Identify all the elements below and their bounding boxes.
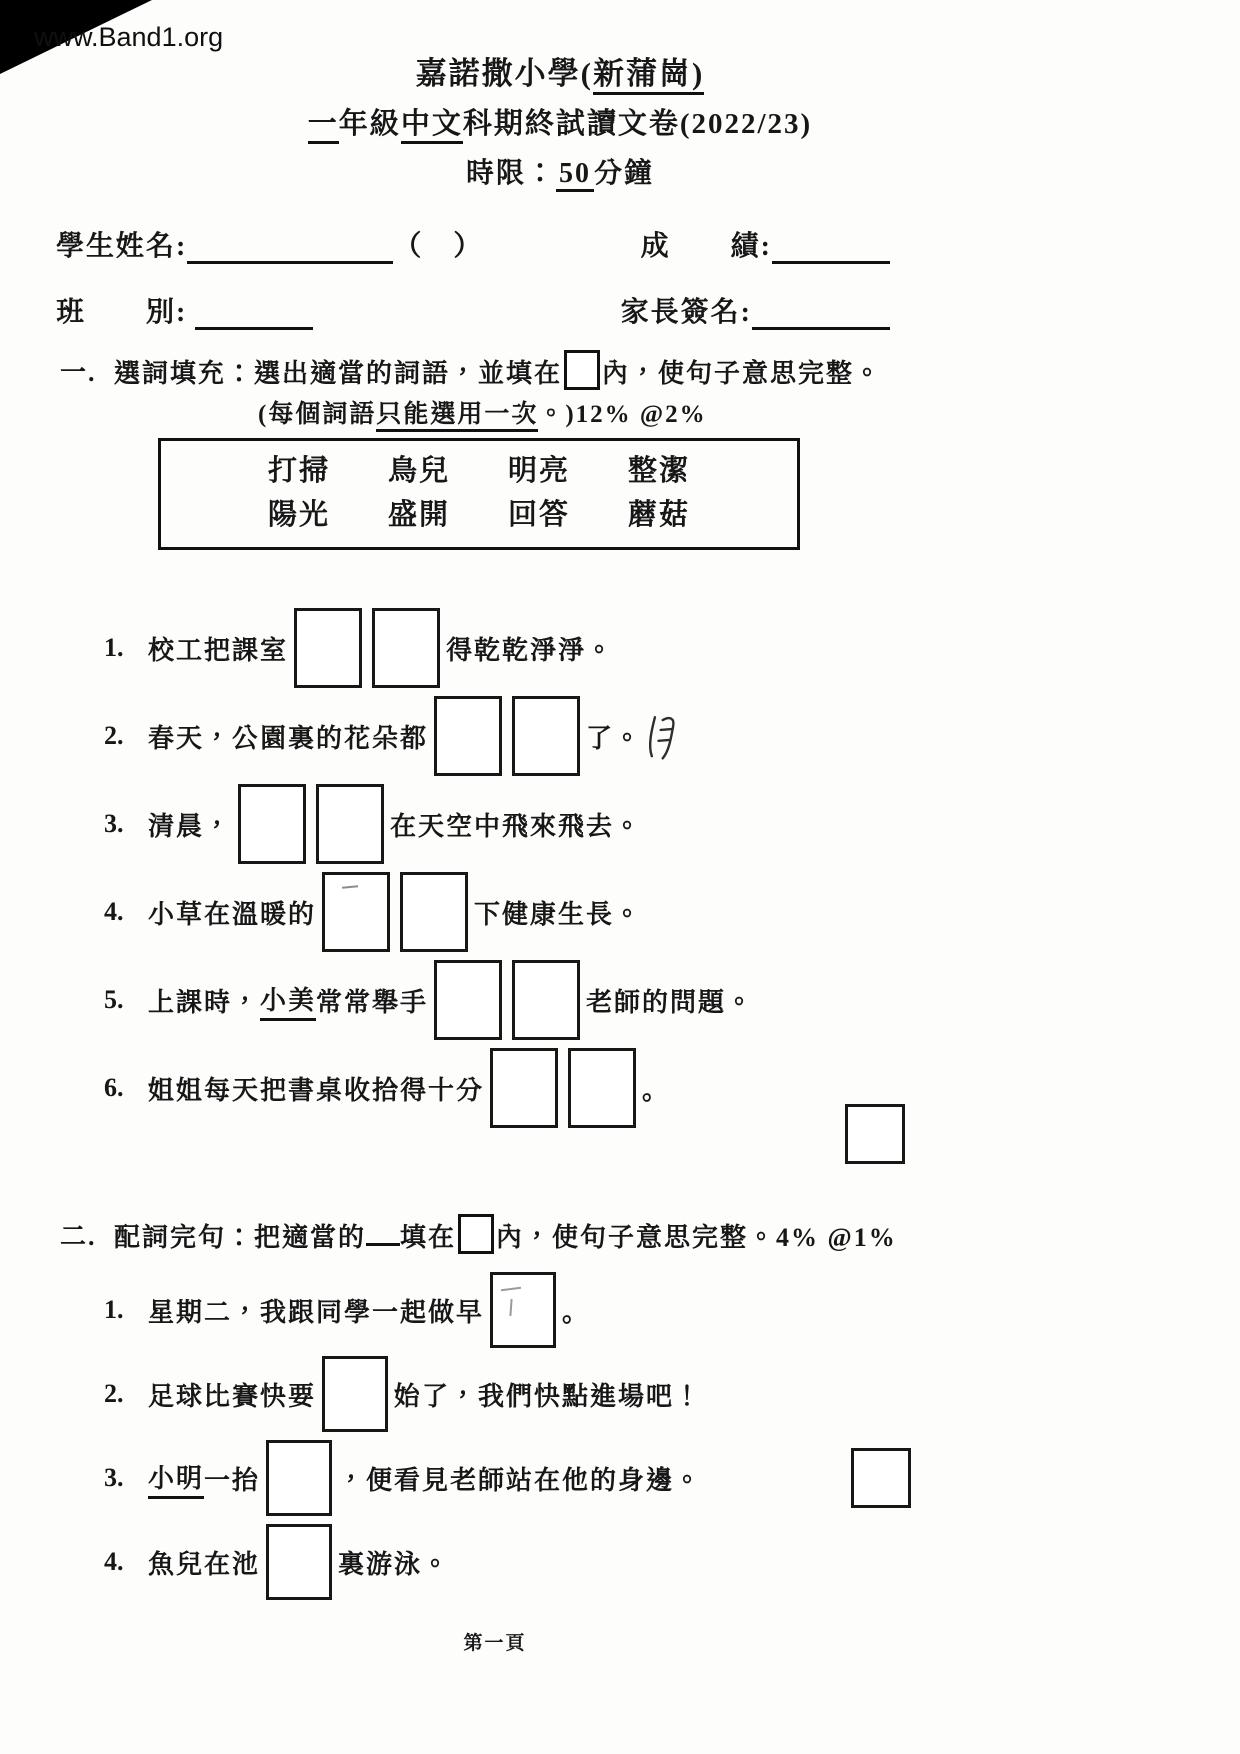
page-number: 第一頁 [463,1633,527,1654]
word-bank-item: 鳥兒 [387,455,450,487]
class-label: 班 別: [56,297,188,328]
section1-title [114,350,882,390]
note-post: 。)12% @2% [538,401,707,428]
section1-title-pre: 選詞填充：選出適當的詞語，並填在 [114,359,563,388]
section1-note [56,394,956,430]
inline-answer-square [458,1214,494,1254]
question-text: 一抬 [204,1465,261,1495]
question-number: 2. [104,721,124,750]
answer-box [266,1524,332,1600]
question-text: 。 [642,1075,671,1105]
s2-question-2 [56,1352,956,1436]
s1-question-2 [56,694,956,778]
question-text: 老師的問題。 [586,987,755,1017]
answer-box [400,872,468,952]
question-number: 3. [104,1463,124,1492]
question-number: 1. [104,633,124,662]
underlined-name: 小明 [148,1458,204,1499]
parent-sign-blank [752,293,890,330]
section1-number: 一. [60,357,97,387]
score-blank [772,227,890,264]
student-name-label: 學生姓名: [56,231,188,262]
time-suffix: 分鐘 [594,158,655,189]
word-bank-item: 陽光 [267,499,330,531]
time-limit [40,150,1080,198]
exam-title-rest: 科期終試讀文卷(2022/23) [462,108,813,140]
time-label: 時限： [465,158,556,189]
question-text: 校工把課室 [148,635,289,665]
answer-box [490,1272,556,1348]
s1-question-4 [56,870,956,954]
answer-box [372,608,440,688]
inline-answer-square [564,350,600,390]
note-pre: (每個詞語 [258,401,377,428]
s2-question-4 [56,1520,956,1604]
answer-box [512,960,580,1040]
question-text: 清晨， [148,811,233,841]
question-number: 5. [104,985,124,1014]
class-info-row [56,290,890,330]
class-number-paren: （ ） [393,231,484,262]
question-text: 在天空中飛來飛去。 [390,811,643,841]
question-number: 4. [104,897,124,926]
question-text: ，便看見老師站在他的身邊。 [338,1465,703,1495]
watermark-text: www.Band1.org [34,22,224,52]
question-text: 小草在溫暖的 [148,899,317,929]
question-text: 魚兒在池 [148,1549,261,1579]
answer-box [322,872,390,952]
answer-box [434,696,502,776]
answer-box [322,1356,388,1432]
short-blank [366,1221,400,1246]
student-info-row [56,224,890,264]
section2-title [114,1214,897,1254]
parent-sign-label: 家長簽名: [620,297,752,328]
school-name-plain: 嘉諾撒小學( [415,56,593,91]
question-number: 4. [104,1547,124,1576]
question-text: 星期二，我跟同學一起做早 [148,1297,485,1327]
answer-box [434,960,502,1040]
section2-title-b: 填在 [400,1223,457,1252]
question-text: 裏游泳。 [338,1549,451,1579]
s1-question-1 [56,606,956,690]
question-text: 得乾乾淨淨。 [446,635,615,665]
word-bank-item: 蘑菇 [628,499,691,531]
mark-box [845,1104,905,1164]
section2-title-c: 內，使句子意思完整。4% @1% [496,1223,897,1252]
section2-header [56,1214,956,1254]
question-text: 姐姐每天把書桌收拾得十分 [148,1075,485,1105]
subject-underlined: 中文 [401,108,463,144]
question-number: 3. [104,809,124,838]
s1-question-5 [56,958,956,1042]
question-text: 始了，我們快點進場吧！ [394,1381,703,1411]
word-bank-item: 明亮 [508,455,571,487]
s2-question-1 [56,1268,956,1352]
answer-box [316,784,384,864]
section2-title-a: 配詞完句：把適當的 [114,1223,367,1252]
word-bank-row1 [161,449,797,493]
question-text: 了。 [586,723,643,753]
school-branch-underlined: 新蒲崗) [593,56,704,95]
school-name [40,50,1080,98]
question-text: 下健康生長。 [474,899,643,929]
question-text: 足球比賽快要 [148,1381,317,1411]
question-number: 6. [104,1073,124,1102]
answer-box [266,1440,332,1516]
answer-box [568,1048,636,1128]
s1-question-3 [56,782,956,866]
time-value: 50 [556,158,594,192]
question-number: 2. [104,1379,124,1408]
student-name-blank [187,227,393,264]
question-text: 上課時， [148,987,261,1017]
question-text: 春天，公園裏的花朵都 [148,723,429,753]
question-text: 常常舉手 [316,987,429,1017]
page-content [56,224,956,1604]
s2-question-3 [56,1436,956,1520]
word-bank-item: 打掃 [267,455,330,487]
answer-box [238,784,306,864]
word-bank-item: 整潔 [628,455,691,487]
score-label: 成 績: [640,231,772,262]
section2-number: 二. [60,1221,97,1251]
underlined-name: 小美 [260,980,316,1021]
exam-title-mid: 年級 [338,108,401,140]
word-bank-item: 盛開 [387,499,450,531]
answer-box [490,1048,558,1128]
answer-box [512,696,580,776]
word-bank-item: 回答 [508,499,571,531]
section1-header [56,350,956,390]
handwritten-scribble [642,709,681,762]
class-blank [195,293,313,330]
word-bank-row2 [161,493,797,537]
s1-question-6 [56,1046,956,1130]
answer-box [294,608,362,688]
grade-underlined: 一 [308,108,339,144]
mark-box [851,1448,911,1508]
question-text: 。 [562,1297,591,1327]
question-number: 1. [104,1295,124,1324]
word-bank [158,438,800,550]
exam-title [40,98,1080,150]
note-underlined: 只能選用一次 [376,401,538,432]
section1-title-post: 內，使句子意思完整。 [602,359,883,388]
